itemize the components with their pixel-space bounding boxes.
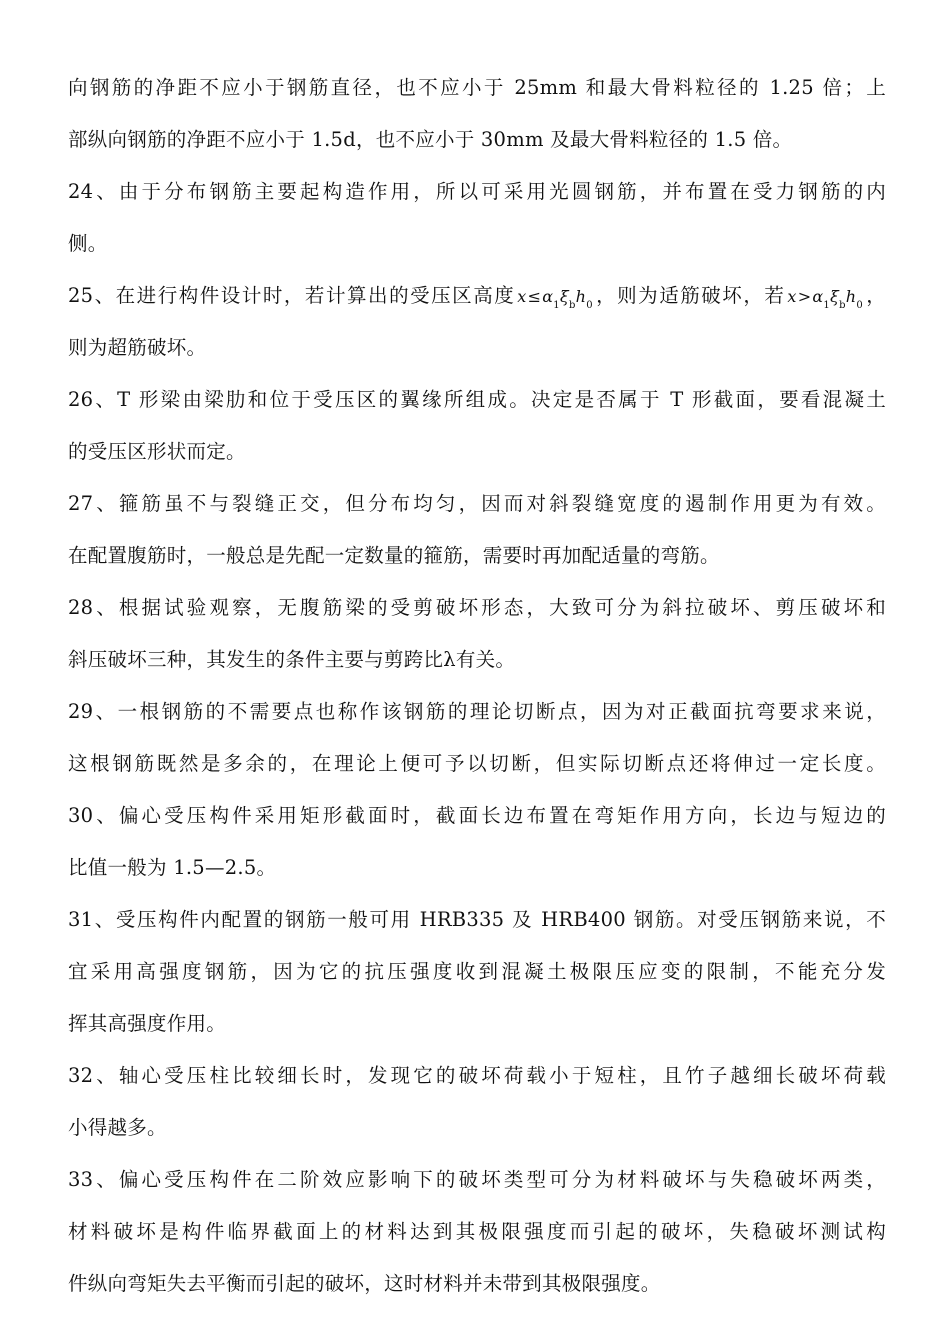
text-line: 宜采用高强度钢筋，因为它的抗压强度收到混凝土极限压应变的限制，不能充分发 — [68, 960, 886, 983]
item-25-first-line — [68, 278, 886, 330]
text-line: 的受压区形状而定。 — [68, 440, 246, 463]
text-line: 部纵向钢筋的净距不应小于 1.5d，也不应小于 30mm 及最大骨料粒径的 1.5 倍。 — [68, 128, 793, 151]
text-line: 26、T 形梁由梁肋和位于受压区的翼缘所组成。决定是否属于 T 形截面，要看混凝土 — [68, 388, 886, 411]
text-line: 24、由于分布钢筋主要起构造作用，所以可采用光圆钢筋，并布置在受力钢筋的内 — [68, 180, 886, 203]
text-line: 32、轴心受压柱比较细长时，发现它的破坏荷载小于短柱，且竹子越细长破坏荷载 — [68, 1064, 886, 1087]
text-line: 侧。 — [68, 232, 108, 255]
text-line: 挥其高强度作用。 — [68, 1012, 227, 1035]
text-line: 小得越多。 — [68, 1116, 167, 1139]
item-25-text-end: ， — [864, 284, 886, 307]
formula-over-reinforced: $x>\alpha_1\xi_bh_0$ — [787, 287, 863, 311]
text-line: 33、偏心受压构件在二阶效应影响下的破坏类型可分为材料破坏与失稳破坏两类， — [68, 1168, 886, 1191]
text-line: 材料破坏是构件临界截面上的材料达到其极限强度而引起的破坏，失稳破坏测试构 — [68, 1220, 886, 1243]
text-line: 在配置腹筋时，一般总是先配一定数量的箍筋，需要时再加配适量的弯筋。 — [68, 544, 720, 567]
text-line: 29、一根钢筋的不需要点也称作该钢筋的理论切断点，因为对正截面抗弯要求来说， — [68, 700, 886, 723]
text-line: 27、箍筋虽不与裂缝正交，但分布均匀，因而对斜裂缝宽度的遏制作用更为有效。 — [68, 492, 886, 515]
text-line: 28、根据试验观察，无腹筋梁的受剪破坏形态，大致可分为斜拉破坏、剪压破坏和 — [68, 596, 886, 619]
text-line: 则为超筋破坏。 — [68, 336, 207, 359]
text-line: 件纵向弯矩失去平衡而引起的破坏，这时材料并未带到其极限强度。 — [68, 1272, 661, 1295]
document-page — [68, 70, 886, 1318]
text-line: 向钢筋的净距不应小于钢筋直径，也不应小于 25mm 和最大骨料粒径的 1.25 倍；上 — [68, 76, 886, 99]
item-25-text-start: 25、在进行构件设计时，若计算出的受压区高度 — [68, 284, 516, 307]
text-line: 31、受压构件内配置的钢筋一般可用 HRB335 及 HRB400 钢筋。对受压钢筋来说，不 — [68, 908, 886, 931]
text-line: 斜压破坏三种，其发生的条件主要与剪跨比λ有关。 — [68, 648, 516, 671]
text-line: 30、偏心受压构件采用矩形截面时，截面长边布置在弯矩作用方向，长边与短边的 — [68, 804, 886, 827]
item-25-text-middle: ，则为适筋破坏，若 — [594, 284, 786, 307]
text-line: 比值一般为 1.5—2.5。 — [68, 856, 277, 879]
text-line: 这根钢筋既然是多余的，在理论上便可予以切断，但实际切断点还将伸过一定长度。 — [68, 752, 886, 775]
formula-under-reinforced: $x\le\alpha_1\xi_bh_0$ — [517, 287, 593, 311]
